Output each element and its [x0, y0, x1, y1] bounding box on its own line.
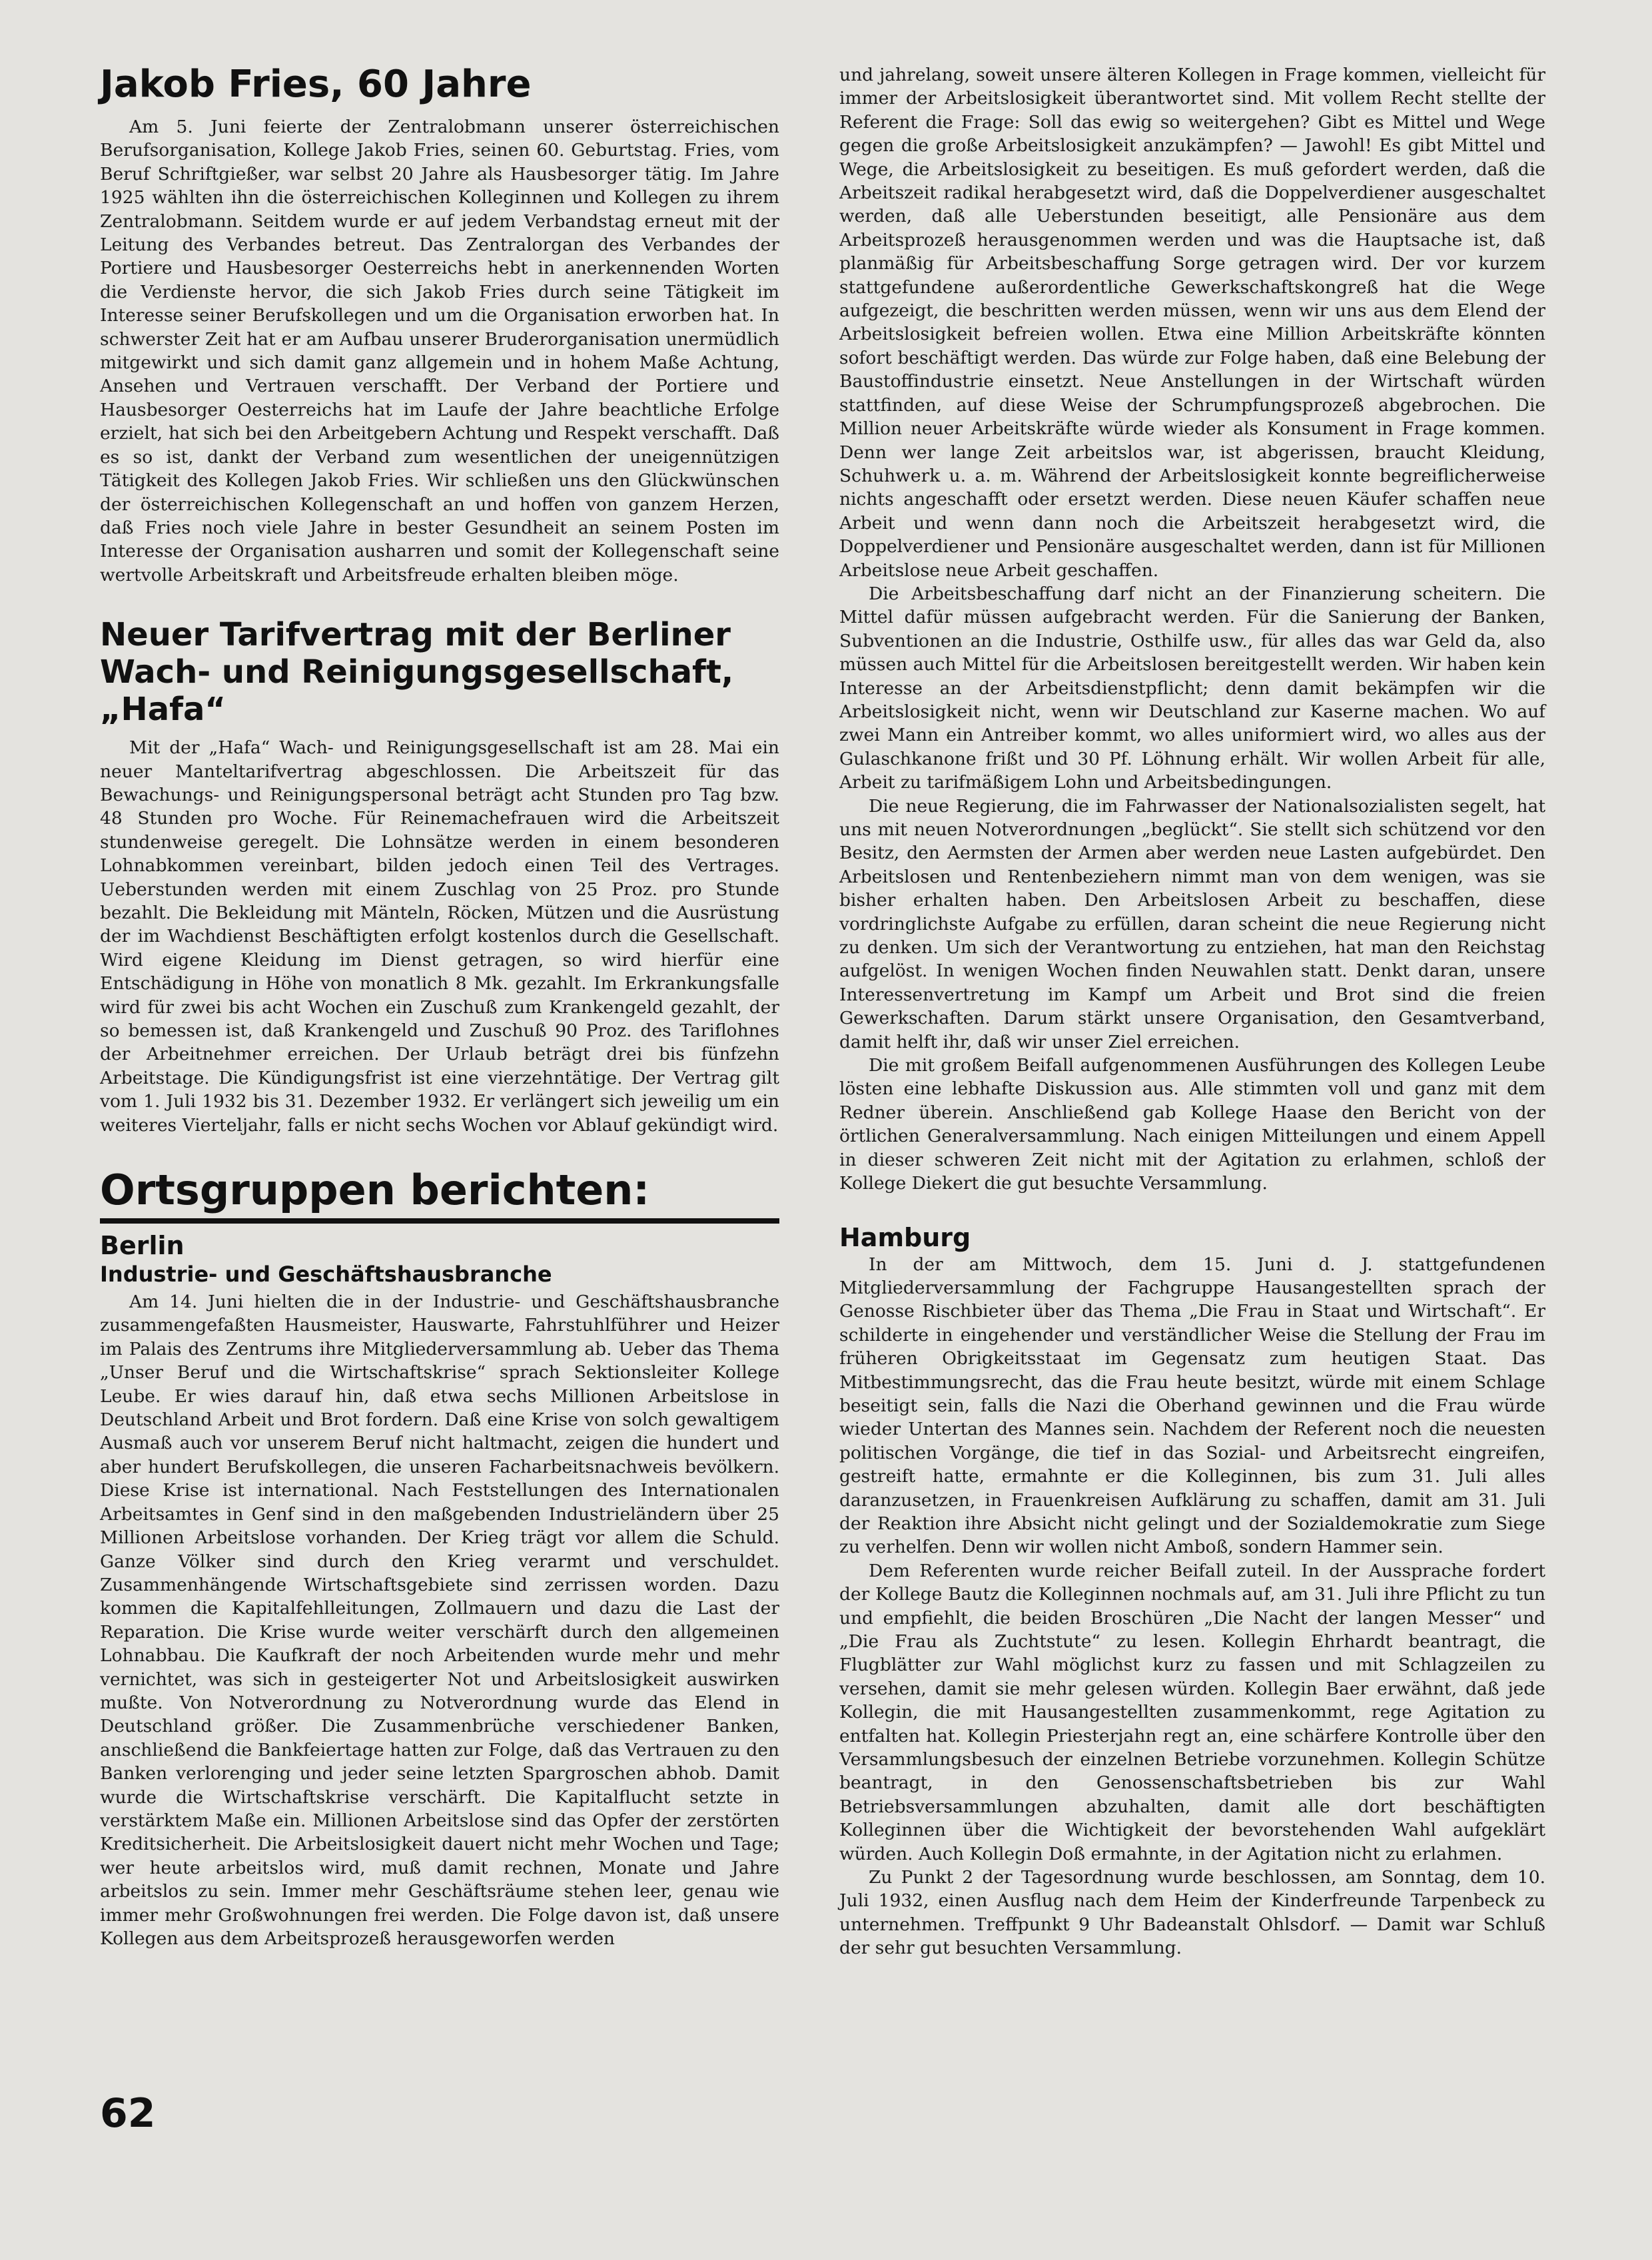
- right-column: [839, 63, 1545, 1960]
- berlin-continuation: [839, 63, 1545, 1196]
- place-heading: Berlin: [100, 1231, 185, 1261]
- article-paragraph: Die mit großem Beifall aufgenommenen Ausführungen des Kollegen Leube lösten eine lebhafte Diskussion aus. Alle stimmten voll und ganz mit dem Redner überein. Anschließend gab Kollege Haase den Bericht von der örtlichen Generalversammlung. Nach einigen Mitteilungen und einem Appell in dieser schweren Zeit nicht mit der Agitation zu erlahmen, schloß der Kollege Diekert die gut besuchte Versammlung.: [839, 1055, 1545, 1194]
- article-paragraph: Die neue Regierung, die im Fahrwasser der Nationalsozialisten segelt, hat uns mit neuen Notverordnungen „beglückt“. Sie stellt sich schützend vor den Besitz, den Aermsten der Armen aber werden neue Lasten aufgebürdet. Den Arbeitslosen und Rentenbeziehern nimmt man von dem wenigen, was sie bisher erhalten haben. Den Arbeitslosen Arbeit zu beschaffen, diese vordringlichste Aufgabe zu erfüllen, daran scheint die neue Regierung nicht zu denken. Um sich der Verantwortung zu entziehen, hat man den Reichstag aufgelöst. In wenigen Wochen finden Neuwahlen statt. Denkt daran, unsere Interessenvertretung im Kampf um Arbeit und Brot sind die freien Gewerkschaften. Darum stärkt unsere Organisation, den Gesamtverband, damit helft ihr, daß wir unser Ziel erreichen.: [839, 795, 1545, 1052]
- article-title: Jakob Fries, 60 Jahre: [100, 63, 532, 106]
- article-paragraph: Am 14. Juni hielten die in der Industrie- und Geschäftshausbranche zusammengefaßten Hausmeister, Hauswarte, Fahrstuhlführer und Heizer im Palais des Zentrums ihre Mitgliederversammlung ab. Ueber das Thema „Unser Beruf und die Wirtschaftskrise“ sprach Sektionsleiter Kollege Leube. Er wies darauf hin, daß etwa sechs Millionen Arbeitslose in Deutschland Arbeit und Brot fordern. Daß eine Krise von solch gewaltigem Ausmaß auch vor unserem Beruf nicht haltmacht, zeigen die hundert und aber hundert Berufskollegen, die unseren Facharbeitsnachweis bevölkern. Diese Krise ist international. Nach Feststellungen des Internationalen Arbeitsamtes in Genf sind in den maßgebenden Industrieländern über 25 Millionen Arbeitslose vorhanden. Der Krieg trägt vor allem die Schuld. Ganze Völker sind durch den Krieg verarmt und verschuldet. Zusammenhängende Wirtschaftsgebiete sind zerrissen worden. Dazu kommen die Kapitalfehlleitungen, Zollmauern und dazu die Last der Reparation. Die Krise wurde weiter verschärft durch den allgemeinen Lohnabbau. Die Kaufkraft der noch Arbeitenden wurde mehr und mehr vernichtet, was sich in gesteigerter Not und Arbeitslosigkeit auswirken mußte. Von Notverordnung zu Notverordnung wurde das Elend in Deutschland größer. Die Zusammenbrüche verschiedener Banken, anschließend die Bankfeiertage hatten zur Folge, daß das Vertrauen zu den Banken verlorenging und jeder seine letzten Spargroschen abhob. Damit wurde die Wirtschaftskrise verschärft. Die Kapitalflucht setzte in verstärktem Maße ein. Millionen Arbeitslose sind das Opfer der zerstörten Kreditsicherheit. Die Arbeitslosigkeit dauert nicht mehr Wochen und Tage; wer heute arbeitslos wird, muß damit rechnen, Monate und Jahre arbeitslos zu sein. Immer mehr Geschäftsräume stehen leer, genau wie immer mehr Großwohnungen frei werden. Die Folge davon ist, daß unsere Kollegen aus dem Arbeitsprozeß herausgeworfen werden: [100, 1292, 779, 1949]
- article-paragraph: Dem Referenten wurde reicher Beifall zuteil. In der Aussprache fordert der Kollege Bautz die Kolleginnen nochmals auf, am 31. Juli ihre Pflicht zu tun und empfiehlt, die beiden Broschüren „Die Nacht der langen Messer“ und „Die Frau als Zuchtstute“ zu lesen. Kollegin Ehrhardt beantragt, die Flugblätter zur Wahl möglichst kurz zu fassen und mit Schlagzeilen zu versehen, damit sie mehr gelesen würden. Kollegin Baer erwähnt, daß jede Kollegin, die mit Hausangestellten zusammenkommt, rege Agitation zu entfalten hat. Kollegin Priesterjahn regt an, eine schärfere Kontrolle über den Versammlungsbesuch der einzelnen Betriebe vorzunehmen. Kollegin Schütze beantragt, in den Genossenschaftsbetrieben bis zur Wahl Betriebsversammlungen abzuhalten, damit alle dort beschäftigten Kolleginnen über die Wichtigkeit der bevorstehenden Wahl aufgeklärt würden. Auch Kollegin Doß ermahnte, in der Agitation nicht zu erlahmen.: [839, 1560, 1545, 1864]
- article-paragraph: In der am Mittwoch, dem 15. Juni d. J. stattgefundenen Mitgliederversammlung der Fachgruppe Hausangestellten sprach der Genosse Rischbieter über das Thema „Die Frau in Staat und Wirtschaft“. Er schilderte in eingehender und verständlicher Weise die Stellung der Frau im früheren Obrigkeitsstaat im Gegensatz zum heutigen Staat. Das Mitbestimmungsrecht, das die Frau heute besitzt, würde mit einem Schlage beseitigt sein, falls die Nazi die Oberhand gewinnen und die Frau würde wieder Untertan des Mannes sein. Nachdem der Referent noch die neuesten politischen Vorgänge, die tief in das Sozial- und Arbeitsrecht eingreifen, gestreift hatte, ermahnte er die Kolleginnen, bis zum 31. Juli alles daranzusetzen, in Frauenkreisen Aufklärung zu schaffen, damit am 31. Juli der Reaktion ihre Absicht nicht gelingt und der Sozialdemokratie zum Siege zu verhelfen. Denn wir wollen nicht Amboß, sondern Hammer sein.: [839, 1254, 1545, 1558]
- article-hafa: [100, 616, 779, 1137]
- article-paragraph: Die Arbeitsbeschaffung darf nicht an der Finanzierung scheitern. Die Mittel dafür müssen aufgebracht werden. Für die Sanierung der Banken, Subventionen an die Industrie, Osthilfe usw., für alles das war Geld da, also müssen auch Mittel für die Arbeitslosen bereitgestellt werden. Wir haben kein Interesse an der Arbeitsdienstpflicht; denn damit bekämpfen wir die Arbeitslosigkeit nicht, wenn wir Deutschland zur Kaserne machen. Wo auf zwei Mann ein Antreiber kommt, wo alles uniformiert wird, wo alles aus der Gulaschkanone frißt und 30 Pf. Löhnung erhält. Wir wollen Arbeit für alle, Arbeit zu tarifmäßigem Lohn und Arbeitsbedingungen.: [839, 583, 1545, 793]
- article-paragraph: Zu Punkt 2 der Tagesordnung wurde beschlossen, am Sonntag, dem 10. Juli 1932, einen Ausflug nach dem Heim der Kinderfreunde Tarpenbeck zu unternehmen. Treffpunkt 9 Uhr Badeanstalt Ohlsdorf. — Damit war Schluß der sehr gut besuchten Versammlung.: [839, 1867, 1545, 1959]
- left-column: [100, 63, 779, 1950]
- article-paragraph: und jahrelang, soweit unsere älteren Kollegen in Frage kommen, vielleicht für immer der Arbeitslosigkeit überantwortet sind. Mit vollem Recht stellte der Referent die Frage: Soll das ewig so weitergehen? Gibt es Mittel und Wege gegen die große Arbeitslosigkeit anzukämpfen? — Jawohl! Es gibt Mittel und Wege, die Arbeitslosigkeit zu beseitigen. Es muß gefordert werden, daß die Arbeitszeit radikal herabgesetzt wird, daß die Doppelverdiener ausgeschaltet werden, daß alle Ueberstunden beseitigt, alle Pensionäre aus dem Arbeitsprozeß herausgenommen werden und was die Hauptsache ist, daß planmäßig für Arbeitsbeschaffung Sorge getragen wird. Der vor kurzem stattgefundene außerordentliche Gewerkschaftskongreß hat die Wege aufgezeigt, die beschritten werden müssen, wenn wir uns aus dem Elend der Arbeitslosigkeit befreien wollen. Etwa eine Million Arbeitskräfte könnten sofort beschäftigt werden. Das würde zur Folge haben, daß eine Belebung der Baustoffindustrie einsetzt. Neue Anstellungen in der Wirtschaft würden stattfinden, auf diese Weise der Schrumpfungsprozeß abgebrochen. Die Million neuer Arbeitskräfte würde wieder als Konsument in Frage kommen. Denn wer lange Zeit arbeitslos war, ist abgerissen, braucht Kleidung, Schuhwerk u. a. m. Während der Arbeitslosigkeit konnte begreiflicherweise nichts angeschafft oder ersetzt werden. Diese neuen Käufer schaffen neue Arbeit und wenn dann noch die Arbeitszeit herabgesetzt wird, die Doppelverdiener und Pensionäre ausgeschaltet werden, dann ist für Millionen Arbeitslose neue Arbeit geschaffen.: [839, 65, 1545, 581]
- article-fries: [100, 63, 779, 587]
- section-title: Ortsgruppen berichten:: [100, 1166, 779, 1224]
- article-paragraph: Mit der „Hafa“ Wach- und Reinigungsgesellschaft ist am 28. Mai ein neuer Manteltarifvertrag abgeschlossen. Die Arbeitszeit für das Bewachungs- und Reinigungspersonal beträgt acht Stunden pro Tag bzw. 48 Stunden pro Woche. Für Reinemachefrauen wird die Arbeitszeit stundenweise geregelt. Die Lohnsätze werden in einem besonderen Lohnabkommen vereinbart, bilden jedoch einen Teil des Vertrages. Ueberstunden werden mit einem Zuschlag von 25 Proz. pro Stunde bezahlt. Die Bekleidung mit Mänteln, Röcken, Mützen und die Ausrüstung der im Wachdienst Beschäftigten erfolgt kostenlos durch die Gesellschaft. Wird eigene Kleidung im Dienst getragen, so wird hierfür eine Entschädigung in Höhe von monatlich 8 Mk. gezahlt. Im Erkrankungsfalle wird für zwei bis acht Wochen ein Zuschuß zum Krankengeld gezahlt, der so bemessen ist, daß Krankengeld und Zuschuß 90 Proz. des Tariflohnes der Arbeitnehmer erreichen. Der Urlaub beträgt drei bis fünfzehn Arbeitstage. Die Kündigungsfrist ist eine vierzehntätige. Der Vertrag gilt vom 1. Juli 1932 bis 31. Dezember 1932. Er verlängert sich jeweilig um ein weiteres Vierteljahr, falls er nicht sechs Wochen vor Ablauf gekündigt wird.: [100, 737, 779, 1136]
- section-ortsgruppen: [100, 1166, 779, 1950]
- report-hamburg: [839, 1222, 1545, 1960]
- article-title: Neuer Tarifvertrag mit der Berliner Wach- und Reinigungsgesellschaft, „Hafa“: [100, 616, 734, 729]
- page-number: 62: [100, 2090, 156, 2137]
- article-paragraph: Am 5. Juni feierte der Zentralobmann unserer österreichischen Berufsorganisation, Kollege Jakob Fries, seinen 60. Geburtstag. Fries, vom Beruf Schriftgießer, war selbst 20 Jahre als Hausbesorger tätig. Im Jahre 1925 wählten ihn die österreichischen Kolleginnen und Kollegen zu ihrem Zentralobmann. Seitdem wurde er auf jedem Verbandstag erneut mit der Leitung des Verbandes betreut. Das Zentralorgan des Verbandes der Portiere und Hausbesorger Oesterreichs hebt in anerkennenden Worten die Verdienste hervor, die sich Jakob Fries durch seine Tätigkeit im Interesse seiner Berufskollegen und um die Organisation erworben hat. In schwerster Zeit hat er am Aufbau unserer Bruderorganisation unermüdlich mitgewirkt und sich damit ganz allgemein und in hohem Maße Achtung, Ansehen und Vertrauen verschafft. Der Verband der Portiere und Hausbesorger Oesterreichs hat im Laufe der Jahre beachtliche Erfolge erzielt, hat sich bei den Arbeitgebern Achtung und Respekt verschafft. Daß es so ist, dankt der Verband zum wesentlichen der uneigennützigen Tätigkeit des Kollegen Jakob Fries. Wir schließen uns den Glückwünschen der österreichischen Kollegenschaft an und hoffen von ganzem Herzen, daß Fries noch viele Jahre in bester Gesundheit an seinem Posten im Interesse der Organisation ausharren und somit der Kollegenschaft seine wertvolle Arbeitskraft und Arbeitsfreude erhalten bleiben möge.: [100, 117, 779, 585]
- place-heading: Hamburg: [839, 1222, 971, 1252]
- branch-heading: Industrie- und Geschäftshausbranche: [100, 1262, 552, 1288]
